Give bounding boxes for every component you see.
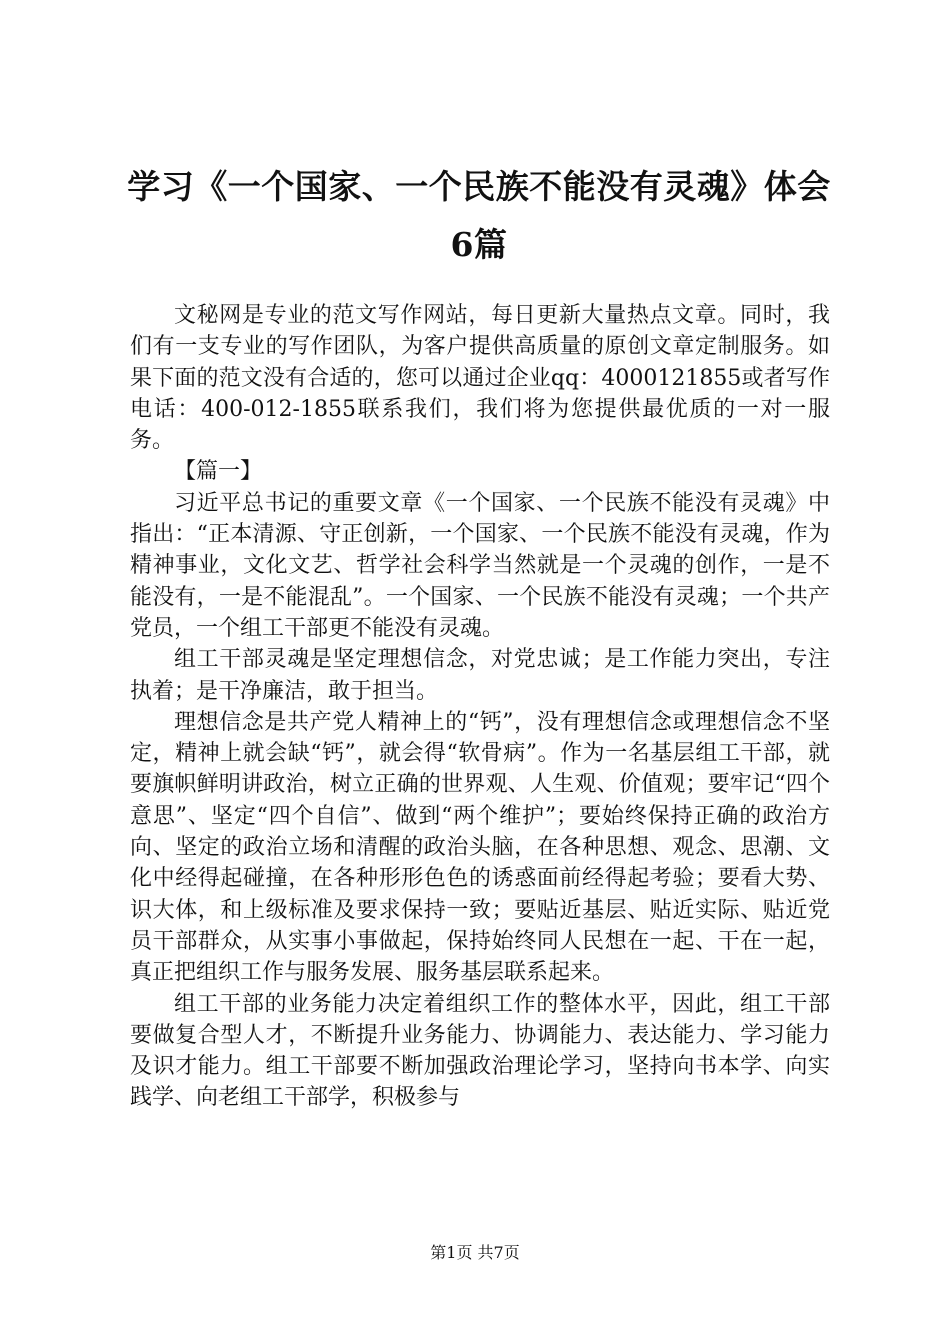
page-footer: 第1页 共7页 bbox=[430, 1243, 520, 1262]
paragraph: 组工干部灵魂是坚定理想信念，对党忠诚；是工作能力突出，专注执着；是干净廉洁，敢于担当。 bbox=[130, 647, 830, 704]
paragraph: 组工干部的业务能力决定着组织工作的整体水平，因此，组工干部要做复合型人才，不断提升业务能力、协调能力、表达能力、学习能力及识才能力。组工干部要不断加强政治理论学习，坚持向书本学、向实践学、向老组工干部学，积极参与 bbox=[130, 991, 830, 1111]
document-body bbox=[130, 300, 830, 1114]
paragraph: 理想信念是共产党人精神上的“钙”，没有理想信念或理想信念不坚定，精神上就会缺“钙”，就会得“软骨病”。作为一名基层组工干部，就要旗帜鲜明讲政治，树立正确的世界观、人生观、价值观；要牢记“四个意思”、坚定“四个自信”、做到“两个维护”；要始终保持正确的政治方向、坚定的政治立场和清醒的政治头脑，在各种思想、观念、思潮、文化中经得起碰撞，在各种形形色色的诱惑面前经得起考验；要看大势、识大体，和上级标准及要求保持一致；要贴近基层、贴近实际、贴近党员干部群众，从实事小事做起，保持始终同人民想在一起、干在一起，真正把组织工作与服务发展、服务基层联系起来。 bbox=[130, 709, 830, 986]
paragraph: 习近平总书记的重要文章《一个国家、一个民族不能没有灵魂》中指出：“正本清源、守正创新，一个国家、一个民族不能没有灵魂，作为精神事业，文化文艺、哲学社会科学当然就是一个灵魂的创作，一是不能没有，一是不能混乱”。一个国家、一个民族不能没有灵魂；一个共产党员，一个组工干部更不能没有灵魂。 bbox=[130, 490, 830, 641]
paragraph-intro: 文秘网是专业的范文写作网站，每日更新大量热点文章。同时，我们有一支专业的写作团队，为客户提供高质量的原创文章定制服务。如果下面的范文没有合适的，您可以通过企业qq：4000121855或者写作电话：400-012-1855联系我们，我们将为您提供最优质的一对一服务。 bbox=[130, 303, 830, 454]
document-title: 学习《一个国家、一个民族不能没有灵魂》体会6篇 bbox=[127, 167, 831, 264]
section-heading: 【篇一】 bbox=[174, 459, 263, 485]
